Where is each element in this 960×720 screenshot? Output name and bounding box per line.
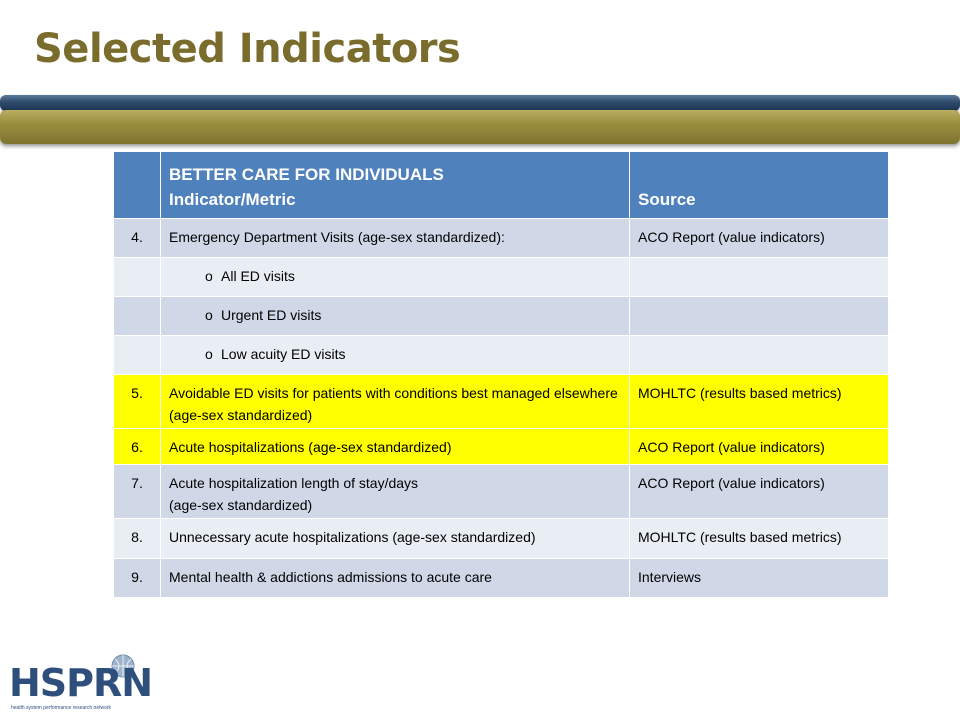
row-number: 9. — [114, 559, 161, 598]
bullet-marker: o — [205, 268, 213, 284]
sub-indicator-label: Low acuity ED visits — [221, 346, 346, 362]
slide-title: Selected Indicators — [34, 26, 461, 72]
logo-tagline: health system performance research network — [11, 705, 112, 711]
row-number: 5. — [114, 375, 161, 429]
bullet-marker: o — [205, 307, 213, 323]
row-number — [114, 258, 161, 297]
table-row — [114, 519, 889, 559]
row-indicator — [161, 465, 630, 519]
row-indicator — [161, 336, 630, 375]
table-row-highlighted — [114, 375, 889, 429]
table-header-row — [114, 152, 889, 219]
row-indicator: Acute hospitalizations (age-sex standardized) — [161, 429, 630, 465]
header-source-label: Source — [630, 152, 889, 219]
table-row — [114, 559, 889, 598]
row-indicator: Mental health & addictions admissions to acute care — [161, 559, 630, 598]
sub-indicator-label: All ED visits — [221, 268, 295, 284]
row-number — [114, 336, 161, 375]
table-row — [114, 465, 889, 519]
row-number: 7. — [114, 465, 161, 519]
row-source: MOHLTC (results based metrics) — [630, 519, 889, 559]
row-indicator: Unnecessary acute hospitalizations (age-sex standardized) — [161, 519, 630, 559]
header-indicator-cell — [161, 152, 630, 219]
table-subrow — [114, 336, 889, 375]
row-number: 8. — [114, 519, 161, 559]
row-source: Interviews — [630, 559, 889, 598]
sub-indicator-label: Urgent ED visits — [221, 307, 322, 323]
indicator-line: Acute hospitalization length of stay/days — [169, 475, 419, 491]
row-number: 4. — [114, 219, 161, 258]
decorative-olive-bar — [0, 110, 960, 144]
bullet-marker: o — [205, 346, 213, 362]
indicators-table — [113, 151, 889, 598]
row-source — [630, 297, 889, 336]
row-indicator: Avoidable ED visits for patients with conditions best managed elsewhere (age-sex standardized) — [161, 375, 630, 429]
row-number — [114, 297, 161, 336]
row-indicator — [161, 297, 630, 336]
header-number-cell — [114, 152, 161, 219]
decorative-blue-bar — [0, 95, 960, 111]
table-subrow — [114, 258, 889, 297]
table-subrow — [114, 297, 889, 336]
logo-wordmark: HSPRN — [9, 661, 153, 705]
row-number: 6. — [114, 429, 161, 465]
row-source: ACO Report (value indicators) — [630, 465, 889, 519]
row-indicator — [161, 258, 630, 297]
table-row — [114, 219, 889, 258]
row-indicator: Emergency Department Visits (age-sex standardized): — [161, 219, 630, 258]
row-source: ACO Report (value indicators) — [630, 429, 889, 465]
row-source — [630, 336, 889, 375]
row-source — [630, 258, 889, 297]
header-group-label: BETTER CARE FOR INDIVIDUALS — [169, 165, 444, 184]
indicator-line: (age-sex standardized) — [169, 497, 313, 513]
table-row-highlighted — [114, 429, 889, 465]
header-indicator-label: Indicator/Metric — [169, 190, 296, 209]
row-source: ACO Report (value indicators) — [630, 219, 889, 258]
row-source: MOHLTC (results based metrics) — [630, 375, 889, 429]
hsprn-logo — [9, 653, 153, 715]
